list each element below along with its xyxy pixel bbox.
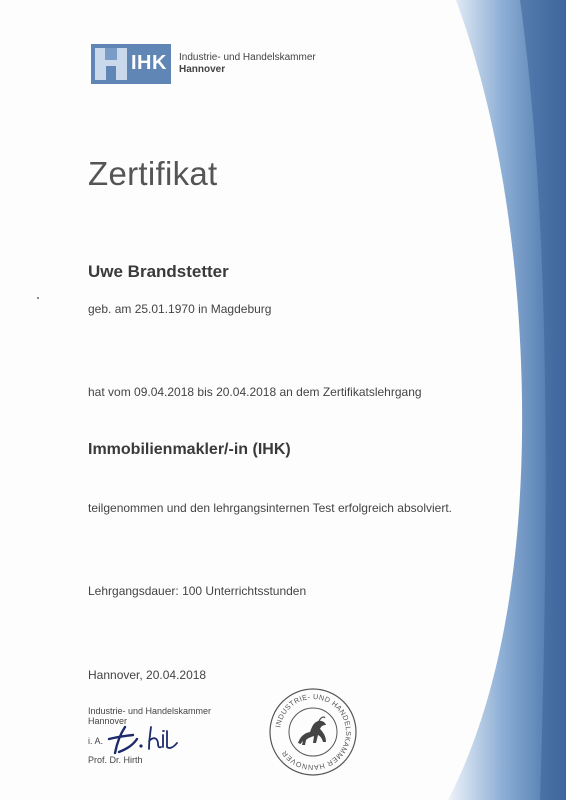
birth-info: geb. am 25.01.1970 in Magdeburg (88, 302, 272, 316)
logo-abbr: IHK (131, 52, 167, 74)
handwritten-signature (103, 719, 203, 757)
completion-text: teilgenommen und den lehrgangsinternen Test erfolgreich absolviert. (88, 501, 453, 515)
certificate-title: Zertifikat (88, 155, 218, 192)
issuer-line1: Industrie- und Handelskammer (88, 706, 212, 716)
course-period-text: hat vom 09.04.2018 bis 20.04.2018 an dem Zertifikatslehrgang (88, 385, 422, 399)
logo-line2: Hannover (179, 64, 226, 75)
signer-name: Prof. Dr. Hirth (88, 755, 143, 765)
ihk-official-seal (268, 687, 358, 777)
seal-text: INDUSTRIE- UND HANDELSKAMMER HANNOVER (273, 691, 354, 773)
ihk-logo-mark (91, 44, 171, 84)
on-behalf-label: i. A. (88, 736, 104, 746)
recipient-name: Uwe Brandstetter (88, 262, 229, 281)
ihk-logo (91, 44, 316, 84)
course-duration: Lehrgangsdauer: 100 Unterrichtsstunden (88, 584, 307, 598)
logo-text (179, 52, 316, 76)
horse-emblem (298, 717, 326, 745)
scan-dot (37, 297, 39, 299)
place-and-date: Hannover, 20.04.2018 (88, 668, 207, 682)
course-name: Immobilienmakler/-in (IHK) (88, 441, 291, 458)
issuer-line2: Hannover (88, 716, 128, 726)
logo-line1: Industrie- und Handelskammer (179, 52, 316, 63)
